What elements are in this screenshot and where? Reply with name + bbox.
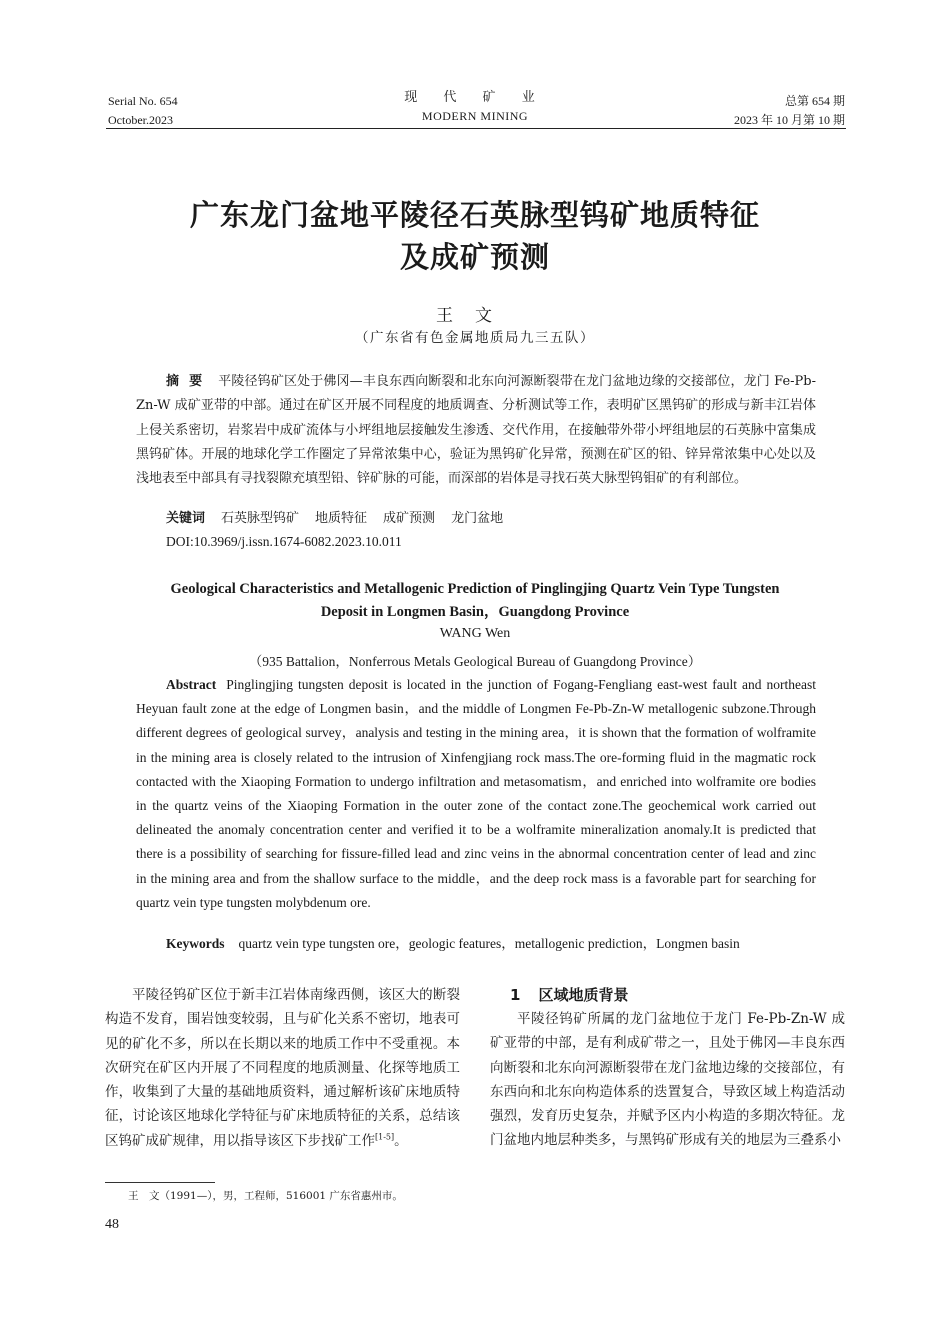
intro-paragraph [105, 983, 460, 1153]
keyword-cn: 地质特征 [315, 511, 368, 526]
header-left [108, 92, 178, 130]
citation: [1-5] [375, 1132, 395, 1142]
abstract-en-label: Abstract [166, 677, 217, 692]
author: 王文 [436, 306, 514, 326]
paper-title-line1: 广东龙门盆地平陵径石英脉型钨矿地质特征 [189, 198, 760, 232]
affiliation-en: （935 Battalion，Nonferrous Metals Geological Bureau of Guangdong Province） [248, 654, 702, 669]
abstract-cn [136, 370, 816, 491]
serial-number: Serial No. 654 [108, 94, 178, 108]
paper-title-line2: 及成矿预测 [399, 240, 550, 274]
header-right [734, 92, 845, 130]
keywords-en [166, 933, 740, 955]
abstract-cn-text: 平陵径钨矿区处于佛冈—丰良东西向断裂和北东向河源断裂带在龙门盆地边缘的交接部位，龙门 Fe-Pb-Zn-W 成矿亚带的中部。通过在矿区开展不同程度的地质调查、分析测试等工作，表明矿区黑钨矿的形成与新丰江岩体上侵关系密切，岩浆岩中成矿流体与小坪组地层接触发生渗透、交代作用，在接触带外带小坪组地层的石英脉中富集成黑钨矿体。开展的地球化学工作圈定了异常浓集中心，验证为黑钨矿化异常，预测在矿区的铅、锌异常浓集中心处以及浅地表至中部具有寻找裂隙充填型铅、锌矿脉的可能，而深部的岩体是寻找石英大脉型钨钼矿的有利部位。 [136, 374, 816, 487]
paper-title-en-line2: Deposit in Longmen Basin，Guangdong Province [320, 604, 630, 620]
doi: DOI:10.3969/j.issn.1674-6082.2023.10.011 [166, 534, 402, 549]
intro-end: 。 [394, 1132, 408, 1149]
journal-name [350, 88, 600, 126]
keywords-en-label: Keywords [166, 936, 225, 951]
total-issue: 总第 654 期 [784, 94, 845, 108]
paper-title-en [100, 578, 850, 624]
header-rule [106, 128, 846, 129]
footnote: 王 文（1991—），男，工程师，516001 广东省惠州市。 [128, 1190, 403, 1202]
section-paragraph: 平陵径钨矿所属的龙门盆地位于龙门 Fe-Pb-Zn-W 成矿亚带的中部，是有利成矿带之一，且处于佛冈—丰良东西向断裂和北东向河源断裂带在龙门盆地边缘的交接部位，有东西向和北东向构造体系的迭置复合，导致区域上构造活动强烈，发育历史复杂，并赋予区内小构造的多期次特征。龙门盆地内地层种类多，与黑钨矿形成有关的地层为三叠系小 [490, 1011, 845, 1149]
keywords-cn-label: 关键词 [166, 511, 206, 526]
journal-name-en: MODERN MINING [421, 109, 529, 123]
page-number: 48 [105, 1217, 119, 1232]
abstract-en-text: Pinglingjing tungsten deposit is located in the junction of Fogang-Fengliang east-west fault and northeast Heyuan fault zone at the edge of Longmen basin，and the middle of Longmen Fe-Pb-Zn-W metallogenic subzone.Through different degrees of geological survey，analysis and testing in the mining area，it is shown that the formation of wolframite in the mining area is closely related to the intrusion of Xinfengjiang rock mass.The ore-forming fluid in the magmatic rock contacted with the Xiaoping Formation to undergo infiltration and metasomatism，and enriched into wolframite ore bodies in the quartz veins of the Xiaoping Formation in the outer zone of the contact zone.The geochemical work carried out delineated the anomaly concentration center and verified it to be a wolframite mineralization anomaly.It is predicted that there is a possibility of searching for fissure-filled lead and zinc veins in the abnormal concentration center of lead and zinc in the mining area and from the shallow surface to the middle，and the deep rock mass is a favorable part for searching for quartz vein type tungsten molybdenum ore. [136, 677, 816, 910]
issue-date: October.2023 [108, 113, 173, 127]
keyword-cn: 龙门盆地 [451, 511, 504, 526]
keywords-cn [166, 508, 519, 530]
abstract-en [136, 673, 816, 915]
keywords-en-text: quartz vein type tungsten ore，geologic features，metallogenic prediction，Longmen basin [238, 936, 740, 951]
section-title: 区域地质背景 [538, 986, 629, 1004]
journal-name-cn: 现 代 矿 业 [404, 90, 546, 105]
intro-text: 平陵径钨矿区位于新丰江岩体南缘西侧，该区大的断裂构造不发育，围岩蚀变较弱，且与矿化关系不密切，地表可见的矿化不多，所以在长期以来的地质工作中不受重视。本次研究在矿区内开展了不同程度的地质测量、化探等地质工作，收集到了大量的基础地质资料，通过解析该矿床地质特征，讨论该区地球化学特征与矿床地质特征的关系，总结该区钨矿成矿规律，用以指导该区下步找矿工作 [105, 987, 460, 1149]
author-en: WANG Wen [439, 626, 511, 641]
paper-title [80, 194, 870, 278]
section-heading [510, 983, 628, 1007]
section-number: 1 [510, 986, 521, 1004]
issue-cn: 2023 年 10 月第 10 期 [733, 113, 845, 127]
paper-title-en-line1: Geological Characteristics and Metallogenic Prediction of Pinglingjing Quartz Vein Type Tungsten [170, 581, 780, 597]
abstract-cn-label: 摘要 [166, 374, 213, 389]
footnote-rule [105, 1182, 215, 1183]
affiliation: （广东省有色金属地质局九三五队） [355, 330, 595, 346]
keyword-cn: 成矿预测 [383, 511, 436, 526]
keyword-cn: 石英脉型钨矿 [221, 511, 300, 526]
